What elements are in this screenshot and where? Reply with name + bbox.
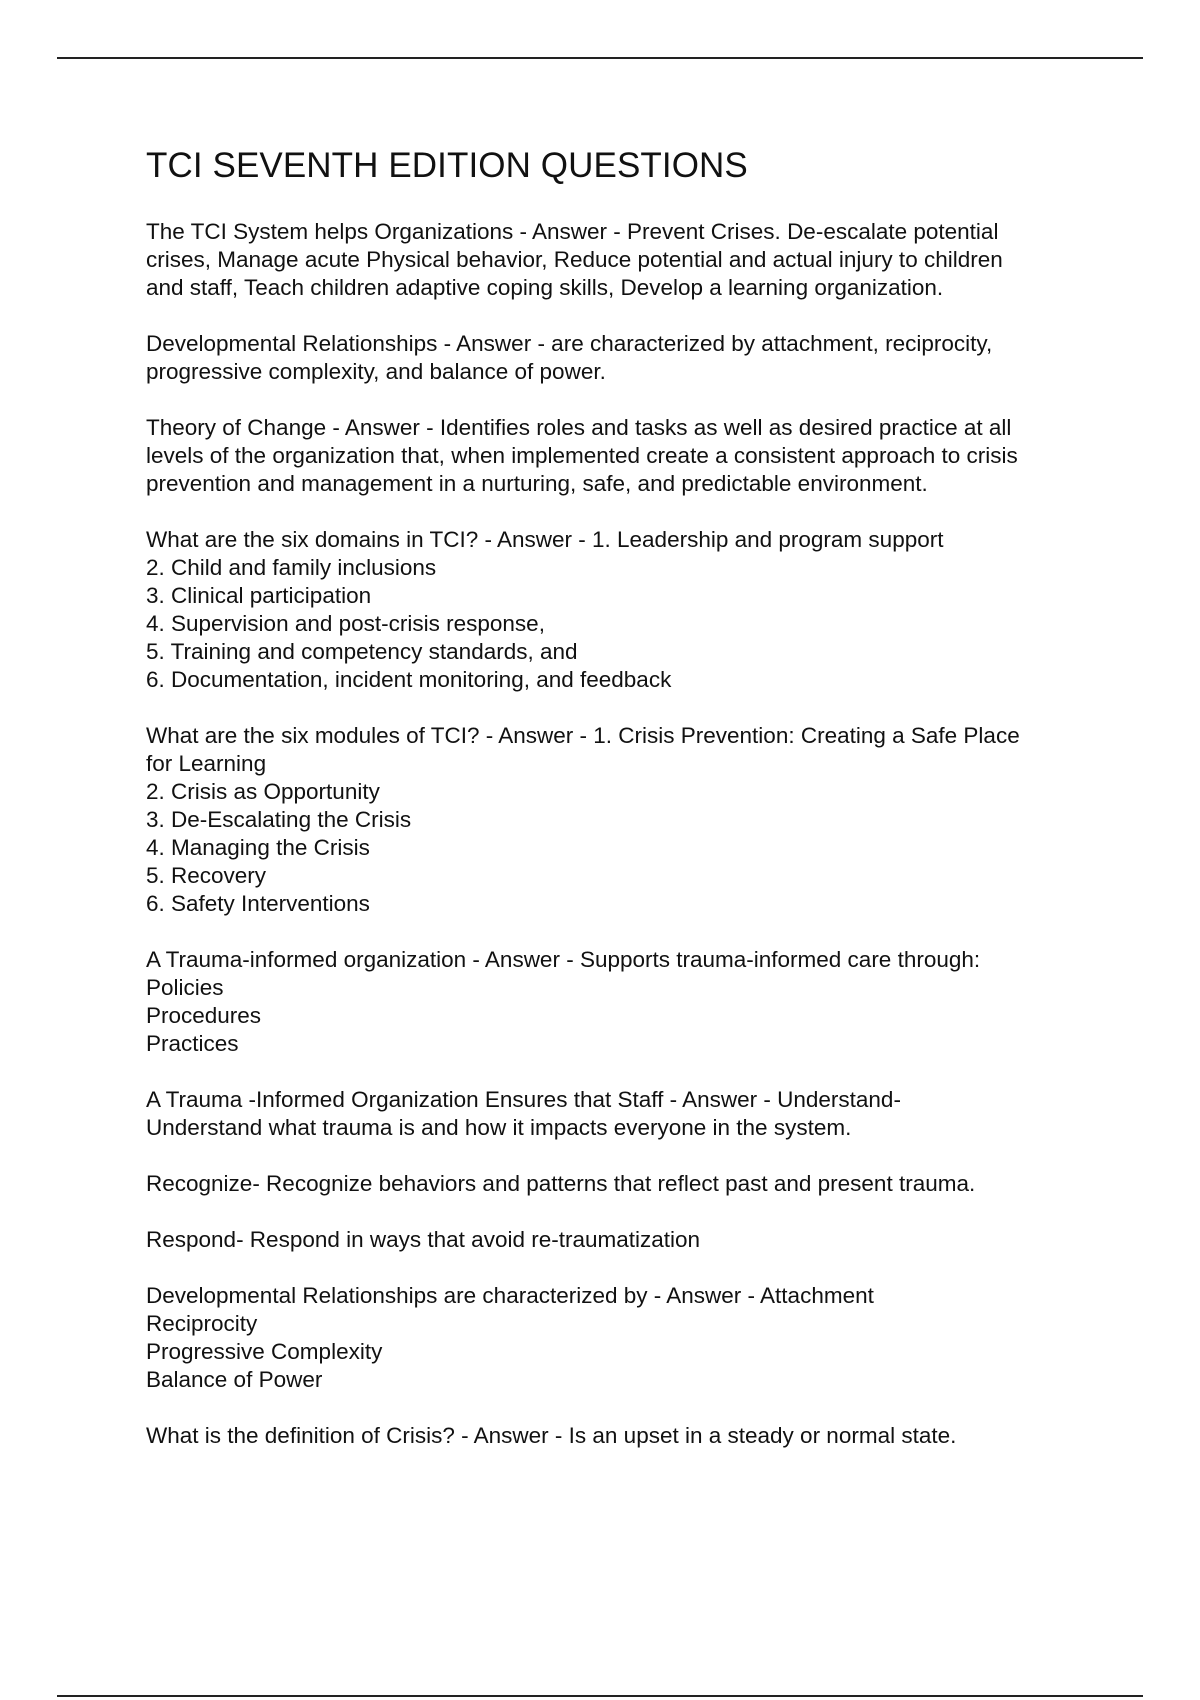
- qa-line: Recognize- Recognize behaviors and patterns that reflect past and present trauma.: [146, 1171, 976, 1196]
- qa-line: Developmental Relationships - Answer - are characterized by attachment, reciprocity,: [146, 331, 993, 356]
- qa-line: Progressive Complexity: [146, 1339, 383, 1364]
- qa-entry: [146, 1170, 1106, 1198]
- qa-line: A Trauma -Informed Organization Ensures that Staff - Answer - Understand-: [146, 1087, 901, 1112]
- top-rule: [57, 57, 1143, 59]
- qa-line: 6. Safety Interventions: [146, 891, 370, 916]
- qa-entry: [146, 722, 1106, 918]
- qa-line: Understand what trauma is and how it impacts everyone in the system.: [146, 1115, 852, 1140]
- qa-line: What is the definition of Crisis? - Answer - Is an upset in a steady or normal state.: [146, 1423, 957, 1448]
- qa-entry: [146, 1282, 1106, 1394]
- qa-entry: [146, 946, 1106, 1058]
- qa-line: The TCI System helps Organizations - Answer - Prevent Crises. De-escalate potential: [146, 219, 999, 244]
- document-body: [146, 140, 1106, 1478]
- qa-line: 4. Supervision and post-crisis response,: [146, 611, 545, 636]
- qa-entry: [146, 1086, 1106, 1142]
- qa-line: What are the six domains in TCI? - Answer - 1. Leadership and program support: [146, 527, 944, 552]
- qa-entry: [146, 414, 1106, 498]
- qa-line: Balance of Power: [146, 1367, 323, 1392]
- qa-line: prevention and management in a nurturing, safe, and predictable environment.: [146, 471, 928, 496]
- qa-line: A Trauma-informed organization - Answer - Supports trauma-informed care through:: [146, 947, 981, 972]
- qa-line: Developmental Relationships are characterized by - Answer - Attachment: [146, 1283, 874, 1308]
- qa-line: Practices: [146, 1031, 239, 1056]
- qa-entry: [146, 526, 1106, 694]
- qa-line: 6. Documentation, incident monitoring, and feedback: [146, 667, 672, 692]
- qa-line: 3. Clinical participation: [146, 583, 372, 608]
- qa-line: Policies: [146, 975, 224, 1000]
- qa-line: 5. Recovery: [146, 863, 267, 888]
- qa-line: Respond- Respond in ways that avoid re-traumatization: [146, 1227, 701, 1252]
- qa-line: Procedures: [146, 1003, 262, 1028]
- qa-entry: [146, 1422, 1106, 1450]
- qa-entry: [146, 218, 1106, 302]
- qa-line: 2. Child and family inclusions: [146, 555, 437, 580]
- qa-line: and staff, Teach children adaptive coping skills, Develop a learning organization.: [146, 275, 944, 300]
- qa-line: 2. Crisis as Opportunity: [146, 779, 380, 804]
- qa-line: Reciprocity: [146, 1311, 258, 1336]
- qa-line: levels of the organization that, when implemented create a consistent approach to crisis: [146, 443, 1018, 468]
- qa-line: crises, Manage acute Physical behavior, Reduce potential and actual injury to children: [146, 247, 1003, 272]
- qa-line: 3. De-Escalating the Crisis: [146, 807, 412, 832]
- qa-entry: [146, 1226, 1106, 1254]
- qa-list: [146, 218, 1106, 1450]
- qa-line: Theory of Change - Answer - Identifies roles and tasks as well as desired practice at all: [146, 415, 1012, 440]
- qa-line: progressive complexity, and balance of power.: [146, 359, 606, 384]
- qa-entry: [146, 330, 1106, 386]
- bottom-rule: [57, 1695, 1143, 1697]
- qa-line: 5. Training and competency standards, and: [146, 639, 578, 664]
- qa-line: for Learning: [146, 751, 267, 776]
- qa-line: 4. Managing the Crisis: [146, 835, 370, 860]
- qa-line: What are the six modules of TCI? - Answer - 1. Crisis Prevention: Creating a Safe Place: [146, 723, 1020, 748]
- document-title: TCI SEVENTH EDITION QUESTIONS: [146, 146, 748, 185]
